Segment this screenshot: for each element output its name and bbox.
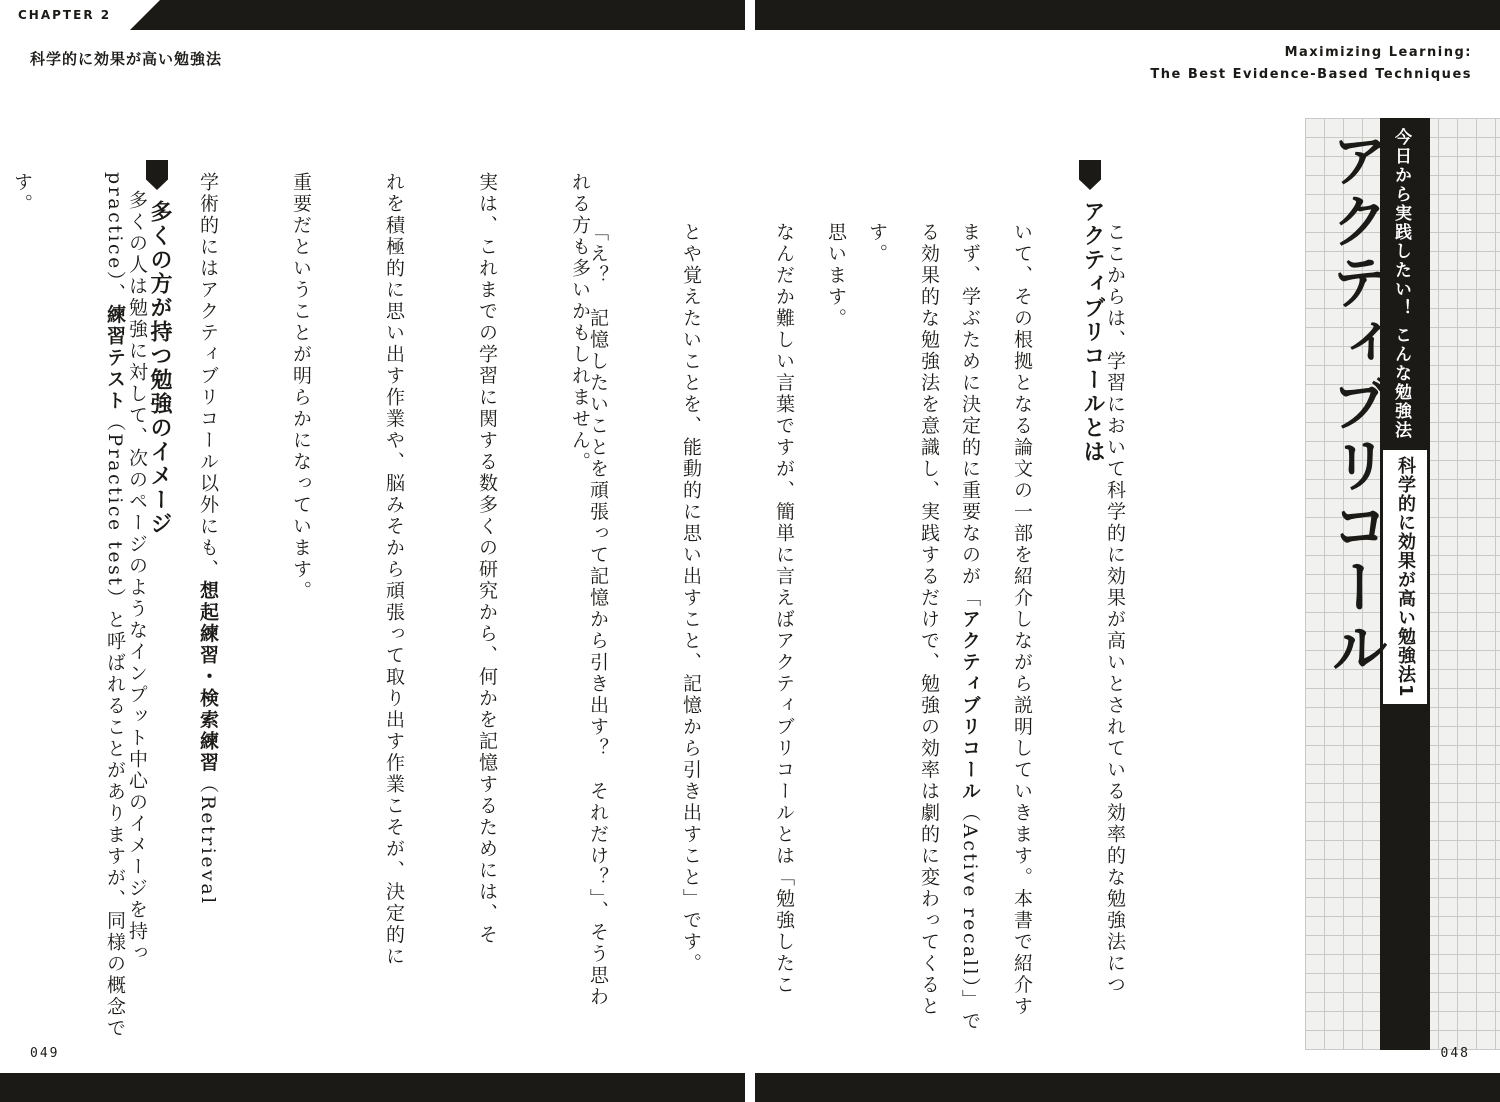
top-bar-right xyxy=(755,0,1500,30)
body-line: なんだか難しい言葉ですが、簡単に言えばアクティブリコールとは「勉強したこ xyxy=(773,222,795,996)
section-marker-icon xyxy=(1079,160,1101,190)
body-line: 学術的にはアクティブリコール以外にも、想起練習・検索練習（Retrieval xyxy=(197,172,219,906)
section-heading: アクティブリコールとは xyxy=(1080,200,1105,464)
intro-line: いて、その根拠となる論文の一部を紹介しながら説明していきます。本書で紹介す xyxy=(1011,222,1033,1018)
bottom-bar-left xyxy=(0,1073,745,1102)
page-number-left: 049 xyxy=(30,1046,60,1061)
intro-line: る効果的な勉強法を意識し、実践するだけで、勉強の効率は劇的に変わってくると xyxy=(918,222,940,1018)
page-title: アクティブリコール xyxy=(1321,130,1389,679)
body-line: 「え？ 記憶したいことを頑張って記憶から引き出す？ それだけ？」、そう思わ xyxy=(587,222,609,1008)
section-heading-left: 多くの方が持つ勉強のイメージ xyxy=(147,200,172,536)
body-line: まず、学ぶために決定的に重要なのが「アクティブリコール（Active recall）」で xyxy=(959,222,981,1033)
english-title-line1: Maximizing Learning: xyxy=(1284,45,1472,60)
page-number-right: 048 xyxy=(1440,1046,1470,1061)
body-line: れる方も多いかもしれません。 xyxy=(569,172,591,473)
bottom-bar-right xyxy=(755,1073,1500,1102)
body-line: れを積極的に思い出す作業や、脳みそから頑張って取り出す作業こそが、決定的に xyxy=(383,172,405,968)
body-line: とや覚えたいことを、能動的に思い出すこと、記憶から引き出すこと」です。 xyxy=(680,222,702,975)
chapter-title: 科学的に効果が高い勉強法 xyxy=(30,50,223,68)
body-line: 実は、これまでの学習に関する数多くの研究から、何かを記憶するためには、そ xyxy=(476,172,498,946)
chapter-label: CHAPTER 2 xyxy=(18,8,112,22)
body-line: 多くの人は勉強に対して、次のページのようなインプット中心のイメージを持っ xyxy=(126,190,148,964)
english-title xyxy=(1150,42,1472,86)
body-line: す。 xyxy=(866,222,888,265)
body-line: す。 xyxy=(11,172,33,215)
body-line: 重要だということが明らかになっています。 xyxy=(290,172,312,602)
intro-line: ここからは、学習において科学的に効果が高いとされている効率的な勉強法につ xyxy=(1104,222,1126,996)
body-line: practice）、練習テスト（Practice test）と呼ばれることがありますが、同様の概念で xyxy=(104,172,126,1040)
left-section-body xyxy=(90,190,214,980)
intro-line: 思います。 xyxy=(825,222,847,330)
series-label: 科学的に効果が高い勉強法1 xyxy=(1395,456,1416,698)
english-title-line2: The Best Evidence-Based Techniques xyxy=(1150,67,1472,82)
sidebar-sub-heading: 今日から実践したい！ こんな勉強法 xyxy=(1391,128,1411,440)
